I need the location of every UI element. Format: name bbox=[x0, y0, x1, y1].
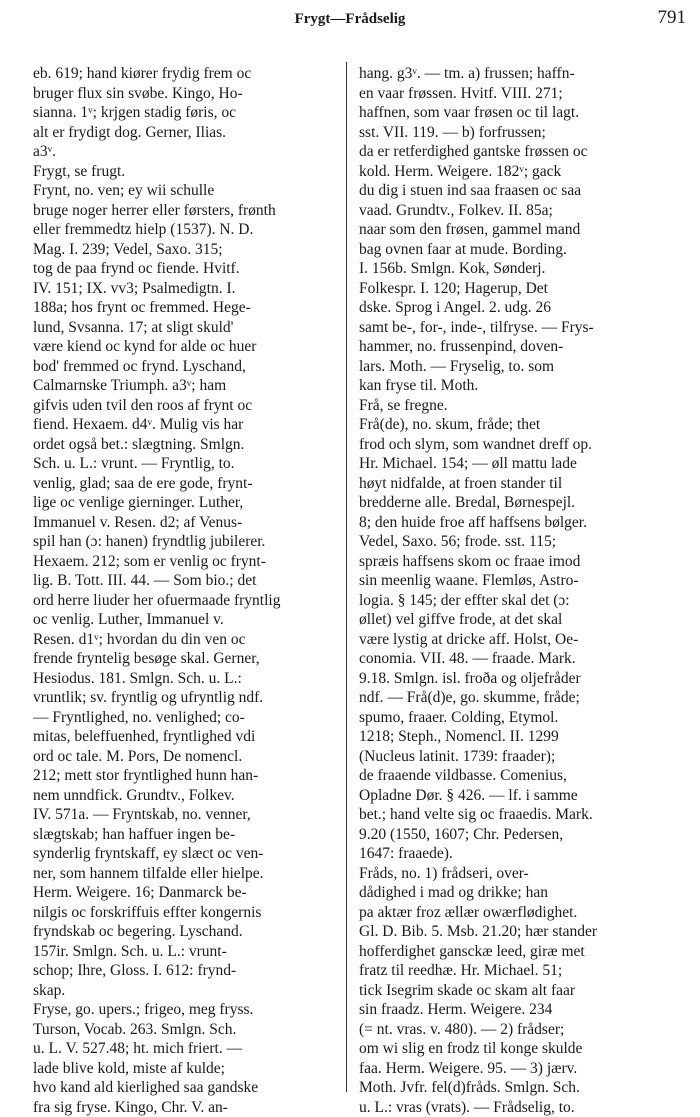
text-line: u. L. V. 527.48; ht. mich friert. — bbox=[33, 1039, 335, 1059]
text-line: Fråds, no. 1) frådseri, over- bbox=[359, 864, 687, 884]
text-line: Calmarnske Triumph. a3ᵛ; ham bbox=[33, 376, 335, 396]
left-column bbox=[33, 64, 335, 1117]
text-line: frende fryntelig besøge skal. Gerner, bbox=[33, 649, 335, 669]
text-line: bag ovnen faar at mude. Bording. bbox=[359, 240, 687, 260]
text-line: slægtskab; han haffuer ingen be- bbox=[33, 825, 335, 845]
text-line: naar som den frøsen, gammel mand bbox=[359, 220, 687, 240]
text-line: Vedel, Saxo. 56; frode. sst. 115; bbox=[359, 532, 687, 552]
text-line: Sch. u. L.: vrunt. — Fryntlig, to. bbox=[33, 454, 335, 474]
text-line: bredderne alle. Bredal, Børnespejl. bbox=[359, 493, 687, 513]
text-line: Herm. Weigere. 16; Danmarck be- bbox=[33, 883, 335, 903]
text-line: fiend. Hexaem. d4ᵛ. Mulig vis har bbox=[33, 415, 335, 435]
right-column bbox=[359, 64, 687, 1117]
text-line: Fryse, go. upers.; frigeo, meg fryss. bbox=[33, 1000, 335, 1020]
text-line: Mag. I. 239; Vedel, Saxo. 315; bbox=[33, 240, 335, 260]
text-line: lars. Moth. — Fryselig, to. som bbox=[359, 357, 687, 377]
text-line: Frå(de), no. skum, fråde; thet bbox=[359, 415, 687, 435]
text-line: 212; mett stor fryntlighed hunn han- bbox=[33, 766, 335, 786]
text-line: frod och slym, som wandnet dreff op. bbox=[359, 435, 687, 455]
text-line: conomia. VII. 48. — fraade. Mark. bbox=[359, 649, 687, 669]
text-line: alt er frydigt dog. Gerner, Ilias. bbox=[33, 123, 335, 143]
text-line: fratz til reedhæ. Hr. Michael. 51; bbox=[359, 961, 687, 981]
text-line: (= nt. vras. v. 480). — 2) frådser; bbox=[359, 1020, 687, 1040]
text-line: lig. B. Tott. III. 44. — Som bio.; det bbox=[33, 571, 335, 591]
text-line: lade blive kold, miste af kulde; bbox=[33, 1059, 335, 1079]
text-line: tog de paa frynd oc fiende. Hvitf. bbox=[33, 259, 335, 279]
text-line: være lystig at dricke aff. Holst, Oe- bbox=[359, 630, 687, 650]
text-line: fra sig fryse. Kingo, Chr. V. an- bbox=[33, 1098, 335, 1117]
text-line: eb. 619; hand kiører frydig frem oc bbox=[33, 64, 335, 84]
text-line: Frygt, se frugt. bbox=[33, 162, 335, 182]
text-line: Turson, Vocab. 263. Smlgn. Sch. bbox=[33, 1020, 335, 1040]
text-line: Immanuel v. Resen. d2; af Venus- bbox=[33, 513, 335, 533]
text-line: lige oc venlige gierninger. Luther, bbox=[33, 493, 335, 513]
text-line: hang. g3ᵛ. — tm. a) frussen; haffn- bbox=[359, 64, 687, 84]
text-line: oc venlig. Luther, Immanuel v. bbox=[33, 610, 335, 630]
text-line: Frå, se fregne. bbox=[359, 396, 687, 416]
text-line: haffnen, som vaar frøsen oc til lagt. bbox=[359, 103, 687, 123]
text-line: Frynt, no. ven; ey wii schulle bbox=[33, 181, 335, 201]
text-line: eller fremmedtz hielp (1537). N. D. bbox=[33, 220, 335, 240]
running-title: Frygt—Frådselig bbox=[0, 11, 700, 28]
text-line: gifvis uden tvil den roos af frynt oc bbox=[33, 396, 335, 416]
text-line: skap. bbox=[33, 981, 335, 1001]
text-line: 157ir. Smlgn. Sch. u. L.: vrunt- bbox=[33, 942, 335, 962]
page-number: 791 bbox=[658, 7, 687, 29]
text-line: Gl. D. Bib. 5. Msb. 21.20; hær stander bbox=[359, 922, 687, 942]
text-line: en vaar frøssen. Hvitf. VIII. 271; bbox=[359, 84, 687, 104]
text-line: logia. § 145; der effter skal det (ɔ: bbox=[359, 591, 687, 611]
text-line: spræis haffsens skom oc fraae imod bbox=[359, 552, 687, 572]
text-line: faa. Herm. Weigere. 95. — 3) jærv. bbox=[359, 1059, 687, 1079]
text-line: hammer, no. frussenpind, doven- bbox=[359, 337, 687, 357]
text-line: spil han (ɔ: hanen) fryndtlig jubilerer. bbox=[33, 532, 335, 552]
text-line: vaad. Grundtv., Folkev. II. 85a; bbox=[359, 201, 687, 221]
page-header bbox=[0, 7, 700, 31]
text-line: øllet) vel giffve frode, at det skal bbox=[359, 610, 687, 630]
text-line: da er retferdighed gantske frøssen oc bbox=[359, 142, 687, 162]
text-line: a3ᵛ. bbox=[33, 142, 335, 162]
text-line: pa aktær froz ællær owærflødighet. bbox=[359, 903, 687, 923]
text-line: Resen. d1ᵛ; hvordan du din ven oc bbox=[33, 630, 335, 650]
text-line: du dig i stuen ind saa fraasen oc saa bbox=[359, 181, 687, 201]
text-line: sianna. 1ᵛ; krjgen stadig føris, oc bbox=[33, 103, 335, 123]
text-line: Hexaem. 212; som er venlig oc frynt- bbox=[33, 552, 335, 572]
text-line: de fraaende vildbasse. Comenius, bbox=[359, 766, 687, 786]
text-line: 9.18. Smlgn. isl. froða og oljefråder bbox=[359, 669, 687, 689]
text-line: sst. VII. 119. — b) forfrussen; bbox=[359, 123, 687, 143]
text-line: ndf. — Frå(d)e, go. skumme, fråde; bbox=[359, 688, 687, 708]
text-line: (Nucleus latinit. 1739: fraader); bbox=[359, 747, 687, 767]
text-line: nem unndfick. Grundtv., Folkev. bbox=[33, 786, 335, 806]
text-line: hofferdighet gansckæ leed, giræ met bbox=[359, 942, 687, 962]
text-line: u. L.: vras (vrats). — Frådselig, to. bbox=[359, 1098, 687, 1117]
text-line: dådighed i mad og drikke; han bbox=[359, 883, 687, 903]
text-line: 188a; hos frynt oc fremmed. Hege- bbox=[33, 298, 335, 318]
text-line: bruger flux sin svøbe. Kingo, Ho- bbox=[33, 84, 335, 104]
text-line: I. 156b. Smlgn. Kok, Sønderj. bbox=[359, 259, 687, 279]
text-line: venlig, glad; saa de ere gode, frynt- bbox=[33, 474, 335, 494]
text-line: IV. 151; IX. vv3; Psalmedigtn. I. bbox=[33, 279, 335, 299]
text-line: 8; den huide froe aff haffsens bølger. bbox=[359, 513, 687, 533]
text-line: kold. Herm. Weigere. 182ᵛ; gack bbox=[359, 162, 687, 182]
text-line: ord herre liuder her ofuermaade fryntlig bbox=[33, 591, 335, 611]
text-line: fryndskab oc begering. Lyschand. bbox=[33, 922, 335, 942]
text-line: bruge noger herrer eller førsters, frønth bbox=[33, 201, 335, 221]
text-line: Opladne Dør. § 426. — lf. i samme bbox=[359, 786, 687, 806]
text-line: ord oc tale. M. Pors, De nomencl. bbox=[33, 747, 335, 767]
text-line: bod' fremmed oc frynd. Lyschand, bbox=[33, 357, 335, 377]
text-line: høyt nidfalde, at froen stander til bbox=[359, 474, 687, 494]
text-line: nilgis oc forskriffuis effter kongernis bbox=[33, 903, 335, 923]
text-line: bet.; hand velte sig oc fraaedis. Mark. bbox=[359, 805, 687, 825]
text-line: hvo kand ald kierlighed saa gandske bbox=[33, 1078, 335, 1098]
text-line: vruntlik; sv. fryntlig og ufryntlig ndf. bbox=[33, 688, 335, 708]
text-line: synderlig fryntskaff, ey slæct oc ven- bbox=[33, 844, 335, 864]
text-line: kan fryse til. Moth. bbox=[359, 376, 687, 396]
text-line: — Fryntlighed, no. venlighed; co- bbox=[33, 708, 335, 728]
text-line: IV. 571a. — Fryntskab, no. venner, bbox=[33, 805, 335, 825]
text-line: lund, Svsanna. 17; at sligt skuld' bbox=[33, 318, 335, 338]
text-line: 9.20 (1550, 1607; Chr. Pedersen, bbox=[359, 825, 687, 845]
text-line: mitas, beleffuenhed, fryntlighed vdi bbox=[33, 727, 335, 747]
text-line: sin fraadz. Herm. Weigere. 234 bbox=[359, 1000, 687, 1020]
text-line: Hesiodus. 181. Smlgn. Sch. u. L.: bbox=[33, 669, 335, 689]
text-line: 1218; Steph., Nomencl. II. 1299 bbox=[359, 727, 687, 747]
column-divider bbox=[346, 62, 347, 1092]
text-line: ner, som hannem tilfalde eller hielpe. bbox=[33, 864, 335, 884]
text-line: schop; Ihre, Gloss. I. 612: frynd- bbox=[33, 961, 335, 981]
text-line: Folkespr. I. 120; Hagerup, Det bbox=[359, 279, 687, 299]
text-line: 1647: fraaede). bbox=[359, 844, 687, 864]
text-line: Hr. Michael. 154; — øll mattu lade bbox=[359, 454, 687, 474]
text-line: Moth. Jvfr. fel(d)fråds. Smlgn. Sch. bbox=[359, 1078, 687, 1098]
text-line: spumo, fraaer. Colding, Etymol. bbox=[359, 708, 687, 728]
text-line: om wi slig en frodz til konge skulde bbox=[359, 1039, 687, 1059]
text-line: samt be-, for-, inde-, tilfryse. — Frys- bbox=[359, 318, 687, 338]
text-line: sin meenlig waane. Flemløs, Astro- bbox=[359, 571, 687, 591]
text-line: dske. Sprog i Angel. 2. udg. 26 bbox=[359, 298, 687, 318]
text-line: være kiend oc kynd for alde oc huer bbox=[33, 337, 335, 357]
text-line: tick Isegrim skade oc skam alt faar bbox=[359, 981, 687, 1001]
text-line: ordet også bet.: slægtning. Smlgn. bbox=[33, 435, 335, 455]
